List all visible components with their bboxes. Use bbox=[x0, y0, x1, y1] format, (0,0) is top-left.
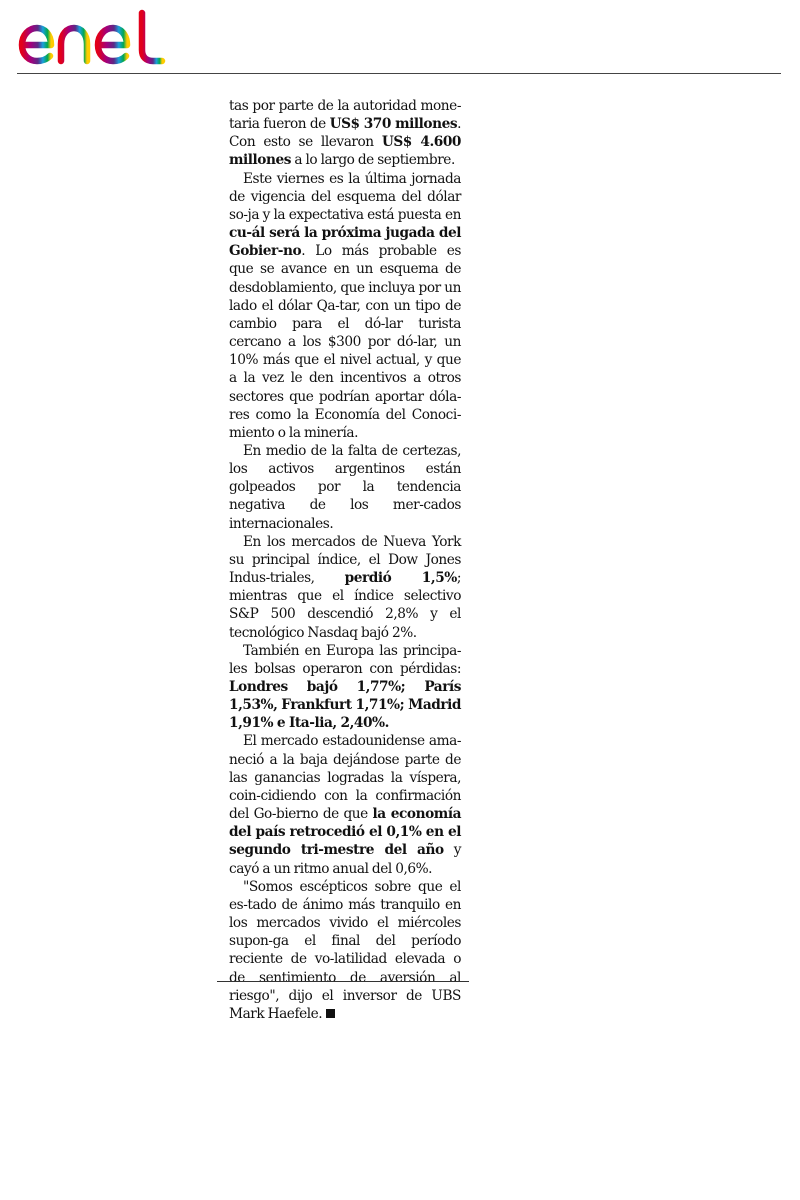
paragraph-text: "Somos escépticos sobre que el es-tado de ánimo más tranquilo en los mercados vivido el miércoles supon-ga el final del período reciente de vo-latilidad elevada o de sentimiento de aversión al riesgo", dijo el inversor de UBS Mark Haefele. bbox=[229, 878, 461, 1022]
enel-logo bbox=[16, 8, 168, 66]
article-end-divider bbox=[217, 981, 469, 982]
end-of-article-square-icon bbox=[326, 1009, 335, 1018]
paragraph-text: Este viernes es la última jornada de vigencia del esquema del dólar so-ja y la expectativa está puesta en bbox=[229, 170, 461, 223]
paragraph-6 bbox=[229, 732, 461, 877]
paragraph-text: ; mientras que el índice selectivo S&P 500 descendió 2,8% y el tecnológico Nasdaq bajó 2%. bbox=[229, 570, 461, 641]
paragraph-text: . Con esto se llevaron bbox=[229, 116, 461, 151]
header-divider bbox=[17, 73, 781, 74]
highlight-text: US$ 370 millones bbox=[329, 116, 458, 133]
paragraph-text: . Lo más probable es que se avance en un esquema de desdoblamiento, que incluya por un lado el dólar Qa-tar, con un tipo de cambio para el dó-lar turista cercano a los $300 por dó-lar, un 10% más que el nivel actual, y que a la vez le den incentivos a otros sectores que podrían aportar dóla-res como la Economía del Conoci-miento o la minería. bbox=[229, 243, 461, 441]
paragraph-7 bbox=[229, 878, 461, 1023]
paragraph-text: En los mercados de Nueva York su principal índice, el Dow Jones Indus-triales, bbox=[229, 533, 461, 587]
highlight-text: la economía del país retrocedió el 0,1% en el segundo tri-mestre del año bbox=[229, 806, 461, 859]
highlight-text: US$ 4.600 millones bbox=[229, 134, 461, 169]
article-column bbox=[229, 97, 461, 1023]
paragraph-2 bbox=[229, 170, 461, 442]
paragraph-4 bbox=[229, 533, 461, 642]
highlight-text: cu-ál será la próxima jugada del Gobier-no bbox=[229, 225, 461, 260]
paragraph-3: En medio de la falta de certezas, los activos argentinos están golpeados por la tendencia negativa de los mer-cados internacionales. bbox=[229, 442, 461, 532]
paragraph-text: El mercado estadounidense ama-neció a la baja dejándose parte de las ganancias logradas la víspera, coin-cidiendo con la confirmación del Go-bierno de que bbox=[229, 733, 461, 823]
paragraph-text: y cayó a un ritmo anual del 0,6%. bbox=[229, 842, 461, 877]
paragraph-5 bbox=[229, 642, 461, 733]
paragraph-text: a lo largo de septiembre. bbox=[290, 152, 455, 169]
highlight-text: perdió 1,5% bbox=[344, 570, 457, 587]
paragraph-1 bbox=[229, 97, 461, 170]
highlight-text: Londres bajó 1,77%; París 1,53%, Frankfurt 1,71%; Madrid 1,91% e Ita-lia, 2,40%. bbox=[229, 679, 461, 732]
paragraph-text: También en Europa las principa-les bolsas operaron con pérdidas: bbox=[229, 642, 461, 677]
paragraph-text: tas por parte de la autoridad mone-taria fueron de bbox=[229, 98, 461, 133]
